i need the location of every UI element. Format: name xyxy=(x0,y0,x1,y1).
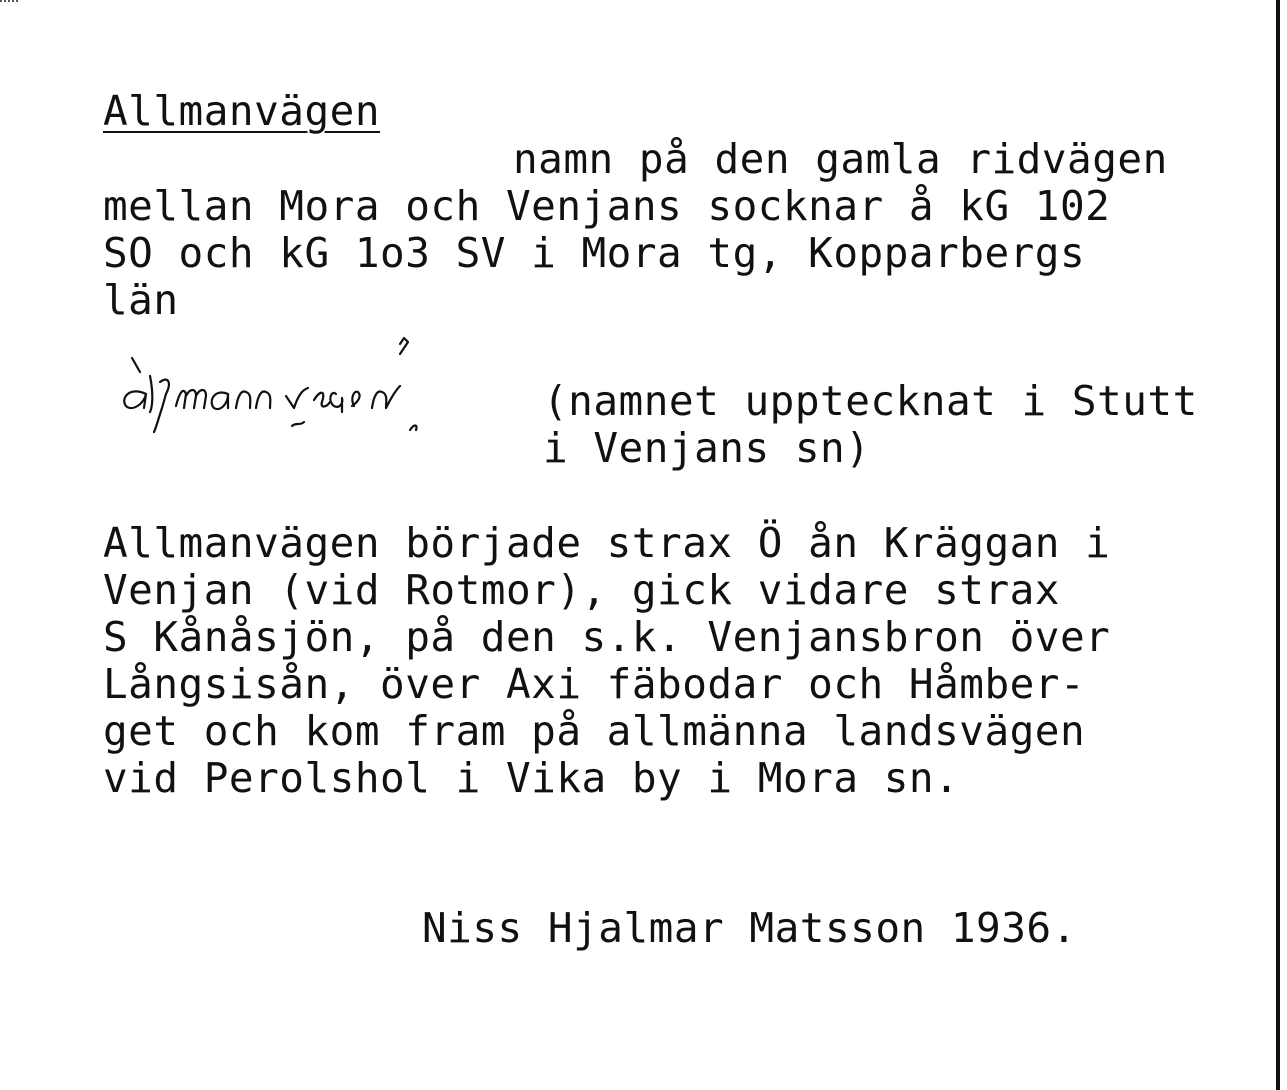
signature-line: Niss Hjalmar Matsson 1936. xyxy=(422,904,1077,952)
definition-text: mellan Mora och Venjans socknar å kG 102 SO och kG 1o3 SV i Mora tg, Kopparbergs län xyxy=(103,182,1111,324)
corner-mark xyxy=(0,0,18,4)
headword: Allmanvägen xyxy=(103,87,381,135)
handwritten-pronunciation xyxy=(110,336,510,446)
recording-note: (namnet upptecknat i Stutt i Venjans sn) xyxy=(543,377,1198,472)
definition-first-line: namn på den gamla ridvägen xyxy=(513,135,1168,183)
route-description: Allmanvägen började strax Ö ån Kräggan i Venjan (vid Rotmor), gick vidare strax S Kånåsjön, på den s.k. Venjansbron över Långsisån, över Axi fäbodar och Håmber- get och kom fram på allmänna landsvägen vid Perolshol i Vika by i Mora sn. xyxy=(103,519,1111,802)
card-right-edge xyxy=(1276,0,1280,1090)
